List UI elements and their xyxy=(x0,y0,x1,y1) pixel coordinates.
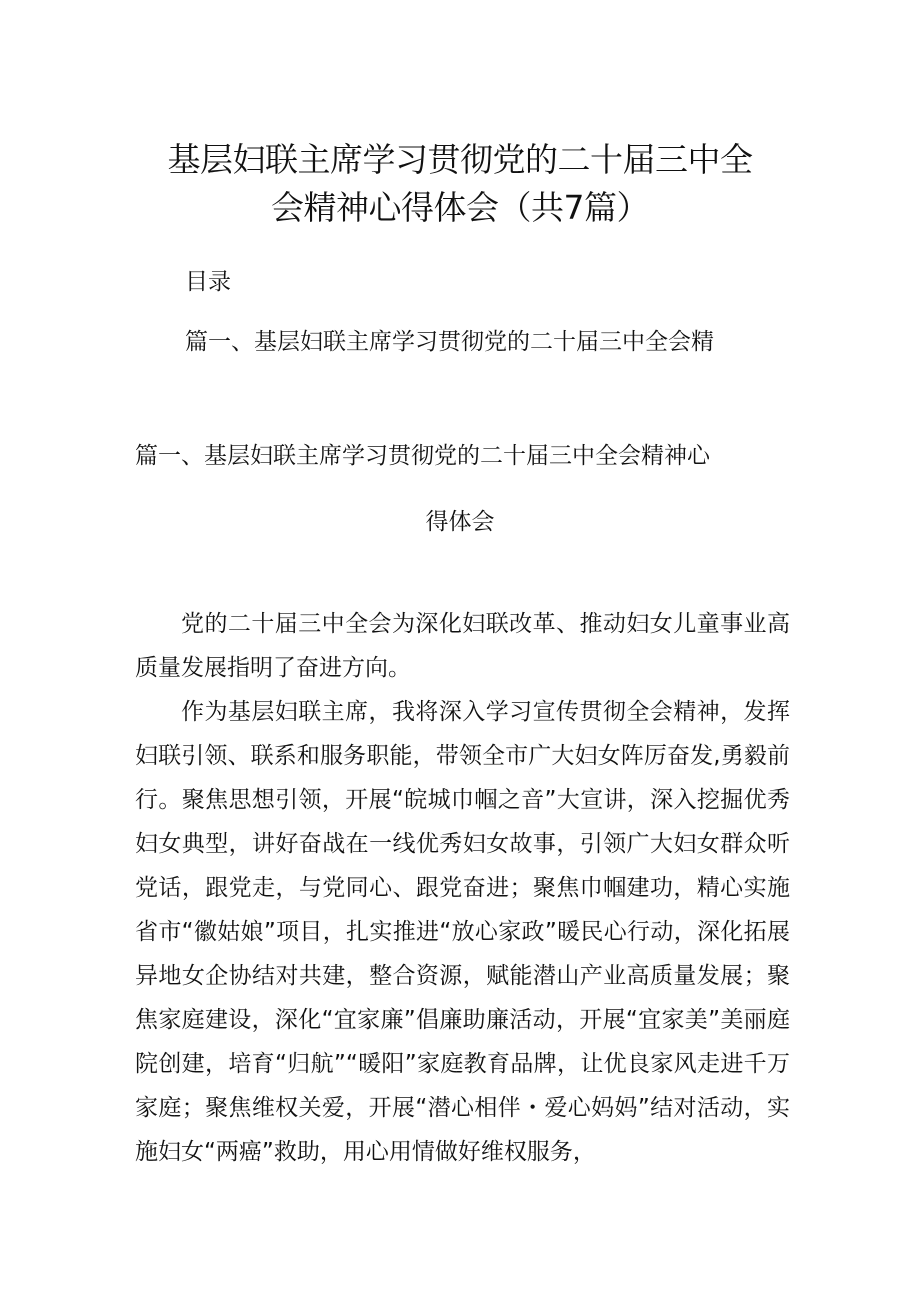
toc-item-1[interactable]: 篇一、基层妇联主席学习贯彻党的二十届三中全会精 xyxy=(185,329,714,355)
section-title-line-2: 得体会 xyxy=(425,509,495,535)
document-title-line-2: 会精神心得体会（共7篇） xyxy=(271,188,649,227)
toc-heading: 目录 xyxy=(185,269,231,295)
document-title-line-1: 基层妇联主席学习贯彻党的二十届三中全 xyxy=(167,140,753,179)
body-paragraph: 作为基层妇联主席，我将深入学习宣传贯彻全会精神，发挥妇联引领、联系和服务职能，带领全市广大妇女阵厉奋发,勇毅前行。聚焦思想引领，开展“皖城巾帼之音”大宣讲，深入挖掘优秀妇女典型，讲好奋战在一线优秀妇女故事，引领广大妇女群众听党话，跟党走，与党同心、跟党奋进；聚焦巾帼建功，精心实施省市“徽姑娘”项目，扎实推进“放心家政”暖民心行动，深化拓展异地女企协结对共建，整合资源，赋能潜山产业高质量发展；聚焦家庭建设，深化“宜家廉”倡廉助廉活动，开展“宜家美”美丽庭院创建，培育“归航”“暖阳”家庭教育品牌，让优良家风走进千万家庭；聚焦维权关爱，开展“潜心相伴・爱心妈妈”结对活动，实施妇女“两癌”救助，用心用情做好维权服务， xyxy=(135,699,790,1165)
body-paragraph-1-container xyxy=(135,602,790,690)
body-paragraph-2-container xyxy=(135,690,790,1174)
section-title-line-1: 篇一、基层妇联主席学习贯彻党的二十届三中全会精神心 xyxy=(135,443,710,469)
body-paragraph: 党的二十届三中全会为深化妇联改革、推动妇女儿童事业高质量发展指明了奋进方向。 xyxy=(135,611,790,681)
